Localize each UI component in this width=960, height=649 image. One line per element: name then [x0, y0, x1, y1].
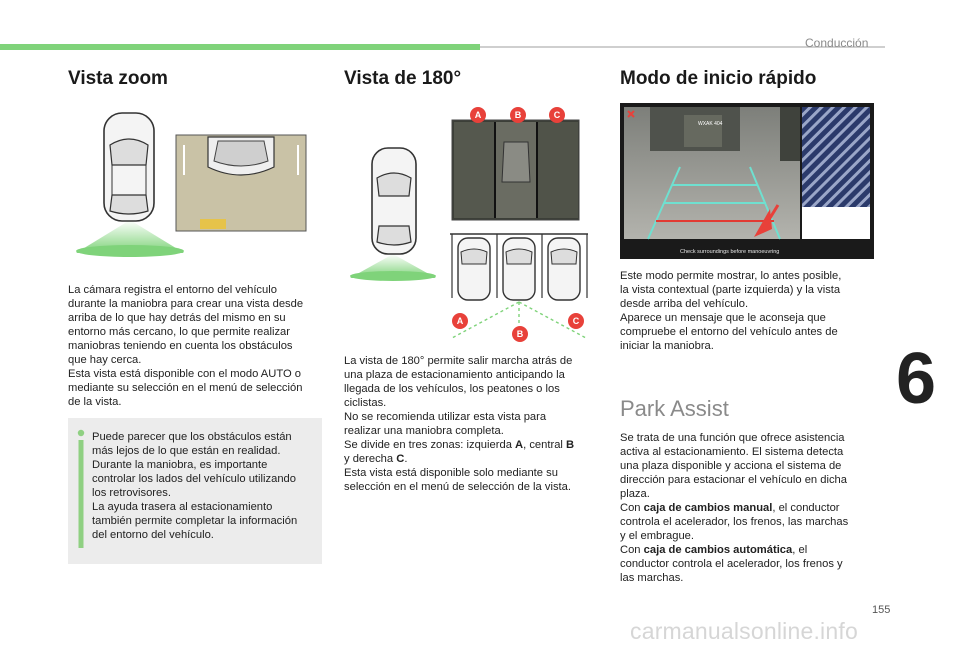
zone-c-badge-top: C [549, 107, 565, 123]
zone-a-badge-top: A [470, 107, 486, 123]
zone-c-badge-bottom: C [568, 313, 584, 329]
vista-zoom-illustration [68, 105, 328, 265]
watermark: carmanualsonline.info [630, 618, 858, 644]
page-number: 155 [872, 604, 891, 616]
modo-inicio-title: Modo de inicio rápido [620, 68, 817, 89]
info-note-text: Puede parecer que los obstáculos están más lejos de lo que están en realidad. Durante la maniobra, es importante controlar los lados del vehículo utilizando los retrovisores. La ayuda trasera al estacionamiento también permite completar la información del entorno del vehículo. [92, 431, 298, 541]
section-title: Conducción [805, 36, 869, 50]
park-assist-paragraph: Se trata de una función que ofrece asistencia activa al estacionamiento. El sistema detecta una plaza disponible y acciona el sistema de dirección para estacionar el vehículo en dicha plaza. Con caja de cambios manual, el conductor controla el acelerador, los frenos, las marchas y el embrague. Con caja de cambios automática, el conductor controla el acelerador, los frenos y las marchas. [620, 432, 849, 584]
park-assist-title: Park Assist [620, 396, 729, 421]
zone-b-badge-top: B [510, 107, 526, 123]
zone-b-badge-bottom: B [512, 326, 528, 342]
vista-180-illustration [340, 102, 590, 347]
vista-zoom-title: Vista zoom [68, 68, 168, 89]
vista-zoom-paragraph: La cámara registra el entorno del vehículo durante la maniobra para crear una vista desde arriba de lo que hay detrás del mismo en su entorno más cercano, lo que permite realizar maniobras teniendo en cuenta los obstáculos que hay cerca. Esta vista está disponible con el modo AUTO o mediante su selección en el menú de selección de la vista. [68, 284, 304, 408]
info-icon [76, 428, 86, 548]
plate-text: WXAK 404 [698, 121, 723, 127]
zone-a-badge-bottom: A [452, 313, 468, 329]
quick-start-screen-illustration [620, 103, 874, 259]
vista-180-title: Vista de 180° [344, 68, 462, 89]
screen-caption: Check surroundings before manoeuvring [680, 249, 780, 255]
chapter-number: 6 [896, 339, 937, 419]
vista-180-paragraph: La vista de 180° permite salir marcha atrás de una plaza de estacionamiento anticipando la llegada de los vehículos, los peatones o los ciclistas. No se recomienda utilizar esta vista para realizar una maniobra completa. Se divide en tres zonas: izquierda A, central B y derecha C. Esta vista está disponible solo mediante su selección en el menú de selección de la vista. [344, 355, 575, 493]
header-accent-bar [0, 44, 480, 50]
modo-inicio-paragraph: Este modo permite mostrar, lo antes posible, la vista contextual (parte izquierda) y la vista desde arriba del vehículo. Aparece un mensaje que le aconseja que compruebe el entorno del vehículo antes de iniciar la maniobra. [620, 270, 842, 352]
